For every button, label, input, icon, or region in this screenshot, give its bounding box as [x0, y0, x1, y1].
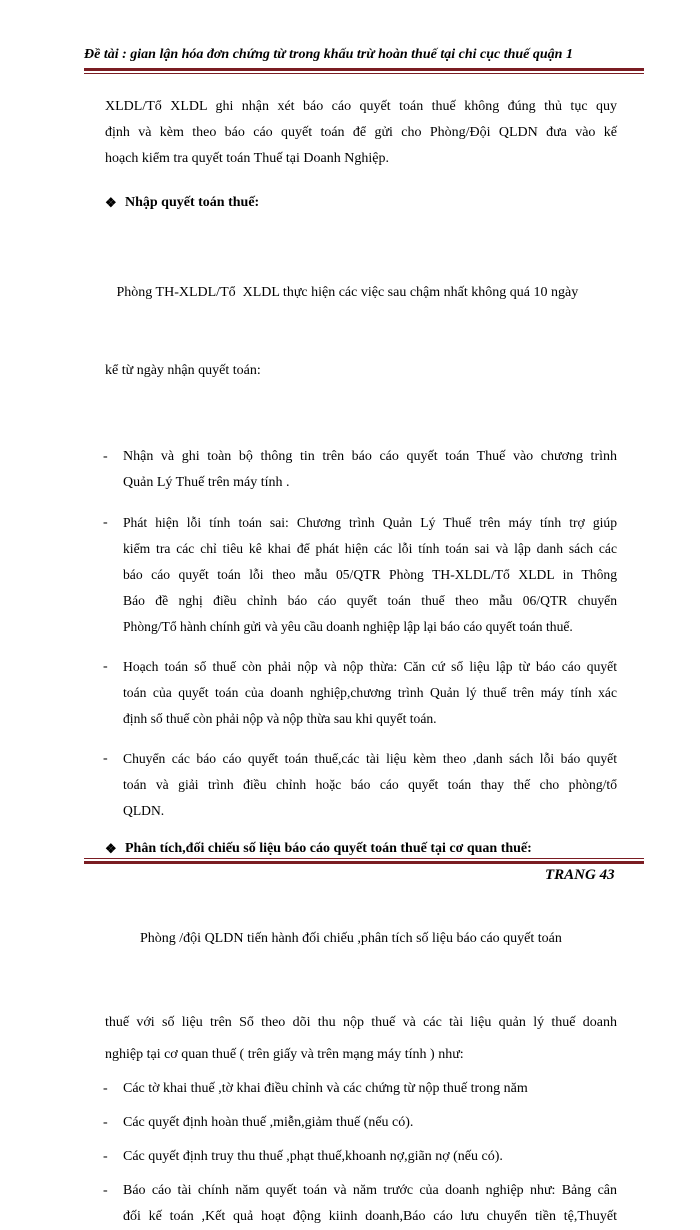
text-line: Các quyết định truy thu thuế ,phạt thuế,khoanh nợ,giãn nợ (nếu có).	[123, 1149, 503, 1164]
document-header-title: Đề tài : gian lận hóa đơn chứng từ trong khấu trừ hoàn thuế tại chi cục thuế quận 1	[84, 47, 573, 62]
dash-bullet: -	[103, 659, 108, 674]
text-line: kể từ ngày nhận quyết toán:	[105, 363, 261, 378]
section2-paragraph	[105, 874, 617, 1004]
dash-bullet: -	[103, 1149, 108, 1164]
intro-paragraph	[105, 94, 617, 172]
page-number: TRANG 43	[545, 867, 615, 883]
footer-rule	[84, 858, 644, 864]
header-rule	[84, 68, 644, 74]
list-item	[105, 1178, 617, 1230]
text-line: Nhận và ghi toàn bộ thông tin trên báo cáo quyết toán Thuế vào chương trình	[123, 449, 617, 464]
list-item	[105, 444, 617, 496]
text-line: Phòng TH-XLDL/Tổ XLDL thực hiện các việc sau chậm nhất không quá 10 ngày	[113, 285, 579, 300]
dash-bullet: -	[103, 1183, 108, 1198]
text-line: nghiệp tại cơ quan thuế ( trên giấy và trên mạng máy tính ) như:	[105, 1047, 464, 1062]
diamond-bullet-icon: ❖	[105, 841, 117, 856]
text-line: định và kèm theo báo cáo quyết toán để gửi cho Phòng/Đội QLDN đưa vào kế	[105, 125, 617, 140]
text-line: Báo cáo tài chính năm quyết toán và năm trước của doanh nghiệp như: Bảng cân	[123, 1183, 617, 1198]
text-line: Các tờ khai thuế ,tờ khai điều chỉnh và các chứng từ nộp thuế trong năm	[123, 1081, 528, 1096]
text-line: hoạch kiểm tra quyết toán Thuế tại Doanh Nghiệp.	[105, 151, 389, 166]
dash-bullet: -	[103, 751, 108, 766]
list-item	[105, 1144, 617, 1170]
section1-paragraph	[105, 228, 617, 436]
diamond-bullet-icon: ❖	[105, 195, 117, 210]
text-line: Phòng /đội QLDN tiến hành đối chiếu ,phân tích số liệu báo cáo quyết toán	[105, 931, 562, 946]
section2-paragraph-cont	[105, 1010, 617, 1068]
dash-bullet: -	[103, 515, 108, 530]
list-item	[105, 510, 617, 640]
list-item	[105, 1110, 617, 1136]
text-line: Phát hiện lỗi tính toán sai: Chương trình Quản Lý Thuế trên máy tính trợ giúp	[123, 515, 617, 530]
text-line: Các quyết định hoàn thuế ,miễn,giảm thuế (nếu có).	[123, 1115, 414, 1130]
text-line: Báo đề nghị điều chỉnh báo cáo quyết toán thuế theo mẫu 06/QTR chuyển	[123, 593, 617, 608]
text-line: thuế với số liệu trên Sổ theo dõi thu nộp thuế và các tài liệu quản lý thuế doanh	[105, 1015, 617, 1030]
dash-bullet: -	[103, 1115, 108, 1130]
text-line: toán và giải trình điều chỉnh hoặc báo cáo quyết toán thay thế cho phòng/tổ	[123, 777, 617, 792]
text-line: Phòng/Tổ hành chính gửi và yêu cầu doanh nghiệp lập lại báo cáo quyết toán thuế.	[123, 619, 573, 634]
text-line: toán của quyết toán của doanh nghiệp,chương trình Quản lý thuế trên máy tính xác	[123, 685, 617, 700]
section-heading-nhap-quyet-toan	[105, 190, 617, 216]
text-line: Hoạch toán số thuế còn phải nộp và nộp thừa: Căn cứ số liệu lập từ báo cáo quyết	[123, 659, 617, 674]
text-line: Chuyển các báo cáo quyết toán thuế,các tài liệu kèm theo ,danh sách lỗi báo quyết	[123, 751, 617, 766]
list-item	[105, 746, 617, 824]
text-line: đối kế toán ,Kết quả hoạt động kiinh doanh,Báo cáo lưu chuyển tiền tệ,Thuyết	[123, 1209, 617, 1224]
text-line: báo cáo quyết toán lỗi theo mẫu 05/QTR Phòng TH-XLDL/Tổ XLDL in Thông	[123, 567, 617, 582]
text-line: định số thuế còn phải nộp và nộp thừa sau khi quyết toán.	[123, 711, 437, 726]
text-line: kiểm tra các chỉ tiêu kê khai để phát hiện các lỗi tính toán sai và lập danh sách các	[123, 541, 617, 556]
list-item	[105, 654, 617, 732]
text-line: Quản Lý Thuế trên máy tính .	[123, 475, 290, 490]
dash-bullet: -	[103, 449, 108, 464]
section-heading-text: Phân tích,đối chiếu số liệu báo cáo quyết toán thuế tại cơ quan thuế:	[125, 841, 532, 856]
dash-bullet: -	[103, 1081, 108, 1096]
section-heading-text: Nhập quyết toán thuế:	[125, 195, 260, 210]
list-item	[105, 1076, 617, 1102]
page-body	[105, 94, 617, 1230]
text-line: XLDL/Tổ XLDL ghi nhận xét báo cáo quyết toán thuế không đúng thủ tục quy	[105, 99, 617, 114]
text-line: QLDN.	[123, 803, 165, 818]
